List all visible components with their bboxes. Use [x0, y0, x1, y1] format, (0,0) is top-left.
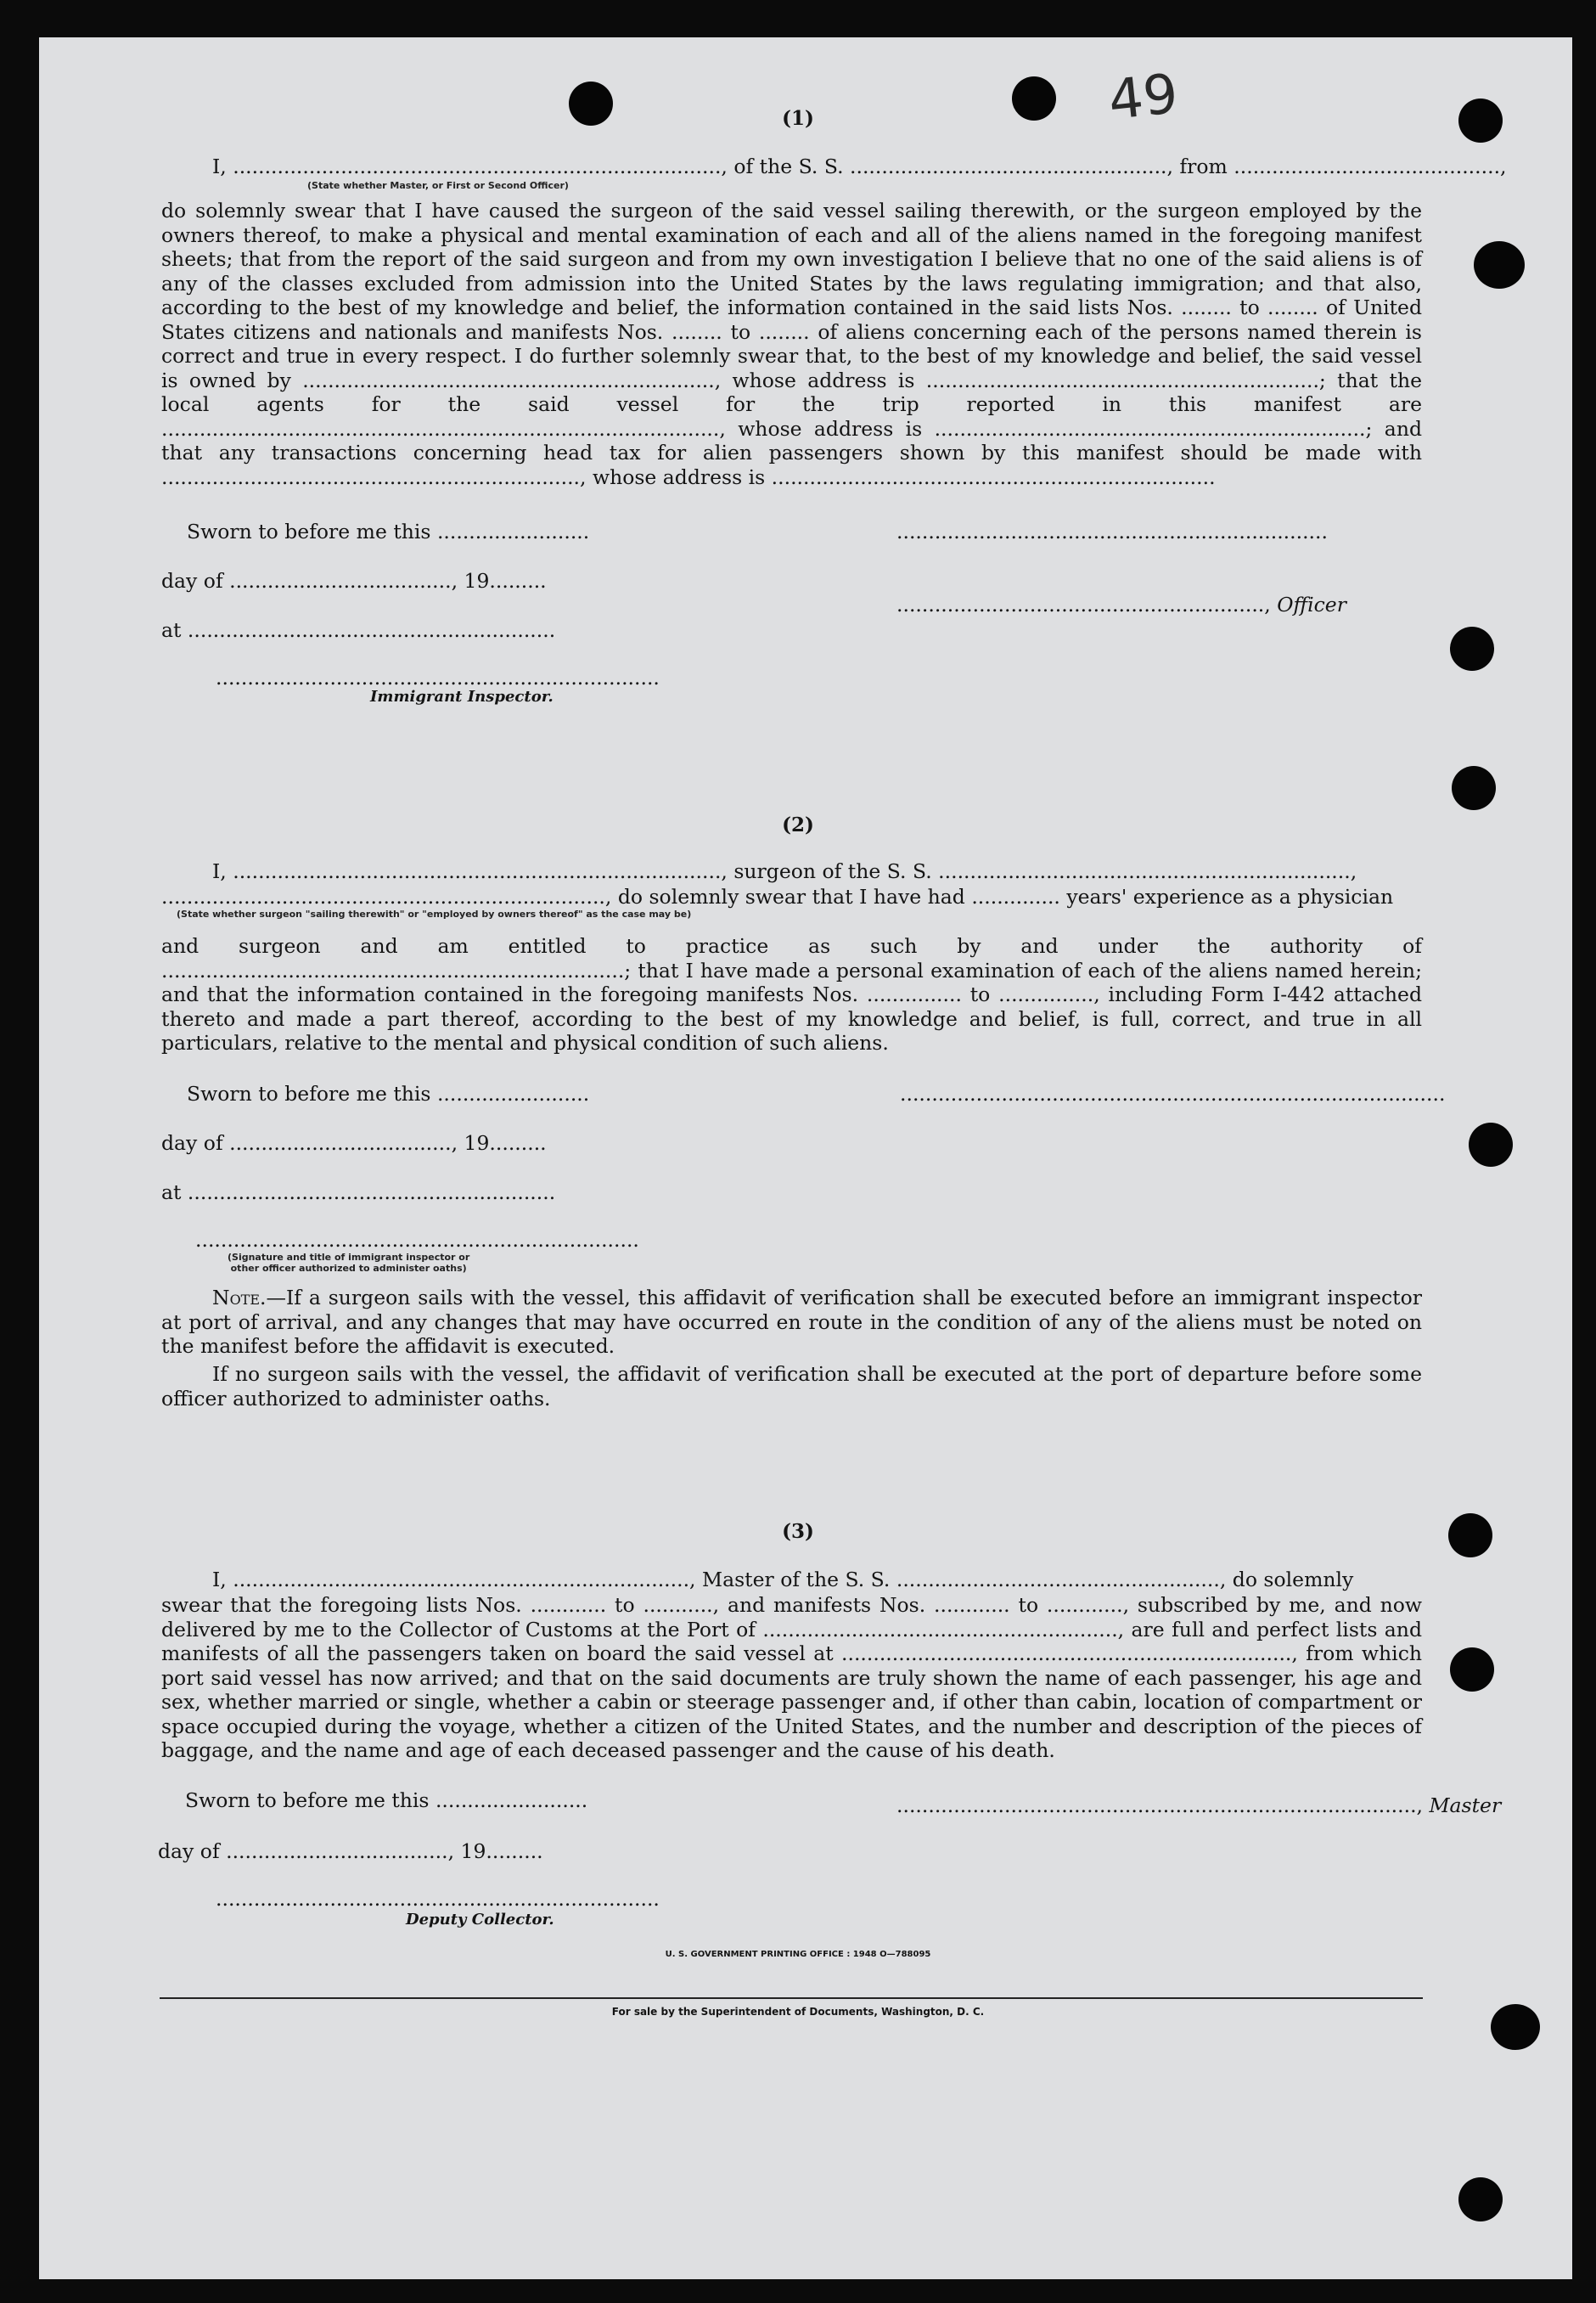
footer-rule [160, 1997, 1423, 1999]
printing-office-line: U. S. GOVERNMENT PRINTING OFFICE : 1948 O—788095 [665, 1950, 931, 1959]
immigrant-inspector-caption: Immigrant Inspector. [370, 688, 554, 706]
section-2-inspector-signature-line: ...................................................................... [195, 1228, 639, 1252]
handwritten-page-number: 49 [1105, 62, 1182, 133]
section-2-at-line: at .......................................................... [161, 1180, 556, 1204]
section-2-body: and surgeon and am entitled to practice as such by and under the authority of .........................................................................; that I have made a personal examination of each of the aliens named herein; and that the information contained in the foregoing manifests Nos. ............... to ..............., including Form I-442 attached thereto and made a part thereof, according to the best of my knowledge and belief, is full, correct, and true in all particulars, relative to the mental and physical condition of such aliens. [161, 934, 1422, 1055]
section-2-signature-line: ...................................................................................... [900, 1082, 1446, 1106]
section-1-at-line: at .......................................................... [161, 618, 556, 642]
note-label: Note. [212, 1286, 267, 1309]
section-1-inspector-signature-line: ...................................................................... [216, 666, 660, 690]
section-1-number: (1) [782, 107, 814, 130]
section-1-day-of-line: day of ..................................., 19......... [161, 569, 547, 593]
note-paragraph [161, 1286, 1422, 1359]
deputy-collector-caption: Deputy Collector. [406, 1911, 554, 1929]
officer-label: Officer [1277, 593, 1346, 617]
section-3-first-line: I, ........................................................................, Master of the S. S. ..................................................., do solemnly [212, 1568, 1354, 1591]
section-1-caption: (State whether Master, or First or Second Officer) [307, 180, 569, 191]
punch-hole [1458, 2177, 1503, 2221]
section-2-signature-caption: (Signature and title of immigrant inspector or other officer authorized to administer oaths) [228, 1252, 470, 1274]
section-1-first-line: I, ............................................................................., of the S. S. .................................................., from .........................................., [212, 155, 1507, 178]
section-1-officer-line [896, 593, 1346, 617]
section-3-body: swear that the foregoing lists Nos. ............ to ..........., and manifests Nos. ............ to ............, subscribed by me, and now delivered by me to the Collector of Customs at the Port of ........................................................, are full and perfect lists and manifests of all the passengers taken on board the said vessel at ......................................................................., from which port said vessel has now arrived; and that on the said documents are truly shown the name of each passenger, his age and sex, whether married or single, whether a cabin or steerage passenger and, if other than cabin, location of compartment or space occupied during the voyage, whether a citizen of the United States, and the number and description of the pieces of baggage, and the name and age of each deceased passenger and the cause of his death. [161, 1593, 1422, 1762]
section-1-officer-signature-line: .................................................................... [896, 520, 1328, 543]
section-3-day-of-line: day of ..................................., 19......... [158, 1839, 543, 1863]
section-2-caption: (State whether surgeon "sailing therewith" or "employed by owners thereof" as the case may be) [177, 909, 692, 920]
section-3-master-line [896, 1793, 1501, 1817]
officer-dots: .........................................................., [896, 593, 1278, 617]
section-2-number: (2) [782, 814, 814, 836]
note-paragraph-2: If no surgeon sails with the vessel, the affidavit of verification shall be executed at the port of departure before some officer authorized to administer oaths. [161, 1362, 1422, 1411]
master-dots: .................................................................................., [896, 1793, 1430, 1817]
section-2-sworn-line: Sworn to before me this ........................ [187, 1082, 590, 1106]
punch-hole [1474, 241, 1525, 289]
section-3-number: (3) [782, 1520, 814, 1543]
punch-hole [1469, 1123, 1513, 1167]
punch-hole [1452, 766, 1496, 810]
sale-note: For sale by the Superintendent of Documents, Washington, D. C. [611, 2006, 985, 2018]
section-3-collector-signature-line: ...................................................................... [216, 1887, 660, 1911]
section-2-first-line: I, ............................................................................., surgeon of the S. S. ................................................................., [212, 859, 1357, 883]
note-text: —If a surgeon sails with the vessel, this affidavit of verification shall be executed before an immigrant inspector at port of arrival, and any changes that may have occurred en route in the condition of any of the aliens must be noted on the manifest before the affidavit is executed. [161, 1286, 1422, 1358]
section-1-body: do solemnly swear that I have caused the surgeon of the said vessel sailing therewith, or the surgeon employed by the owners thereof, to make a physical and mental examination of each and all of the aliens named in the foregoing manifest sheets; that from the report of the said surgeon and from my own investigation I believe that no one of the said aliens is of any of the classes excluded from admission into the United States by the laws regulating immigration; and that also, according to the best of my knowledge and belief, the information contained in the said lists Nos. ........ to ........ of United States citizens and nationals and manifests Nos. ........ to ........ of aliens concerning each of the persons named therein is correct and true in every respect. I do further solemnly swear that, to the best of my knowledge and belief, the said vessel is owned by ................................................................., whose address is ..............................................................; that the local agents for the said vessel for the trip reported in this manifest are ........................................................................................, whose address is ....................................................................; and that any transactions concerning head tax for alien passengers shown by this manifest should be made with .................................................................., whose address is ...................................................................... [161, 199, 1422, 489]
punch-hole [1450, 1647, 1494, 1692]
section-2-second-line: ......................................................................, do solemnly swear that I have had .............. years' experience as a physician [161, 885, 1394, 909]
punch-hole [1450, 627, 1494, 671]
section-3-sworn-line: Sworn to before me this ........................ [185, 1788, 588, 1812]
master-label: Master [1429, 1793, 1502, 1817]
section-2-day-of-line: day of ..................................., 19......... [161, 1131, 547, 1155]
section-1-sworn-line: Sworn to before me this ........................ [187, 520, 590, 543]
